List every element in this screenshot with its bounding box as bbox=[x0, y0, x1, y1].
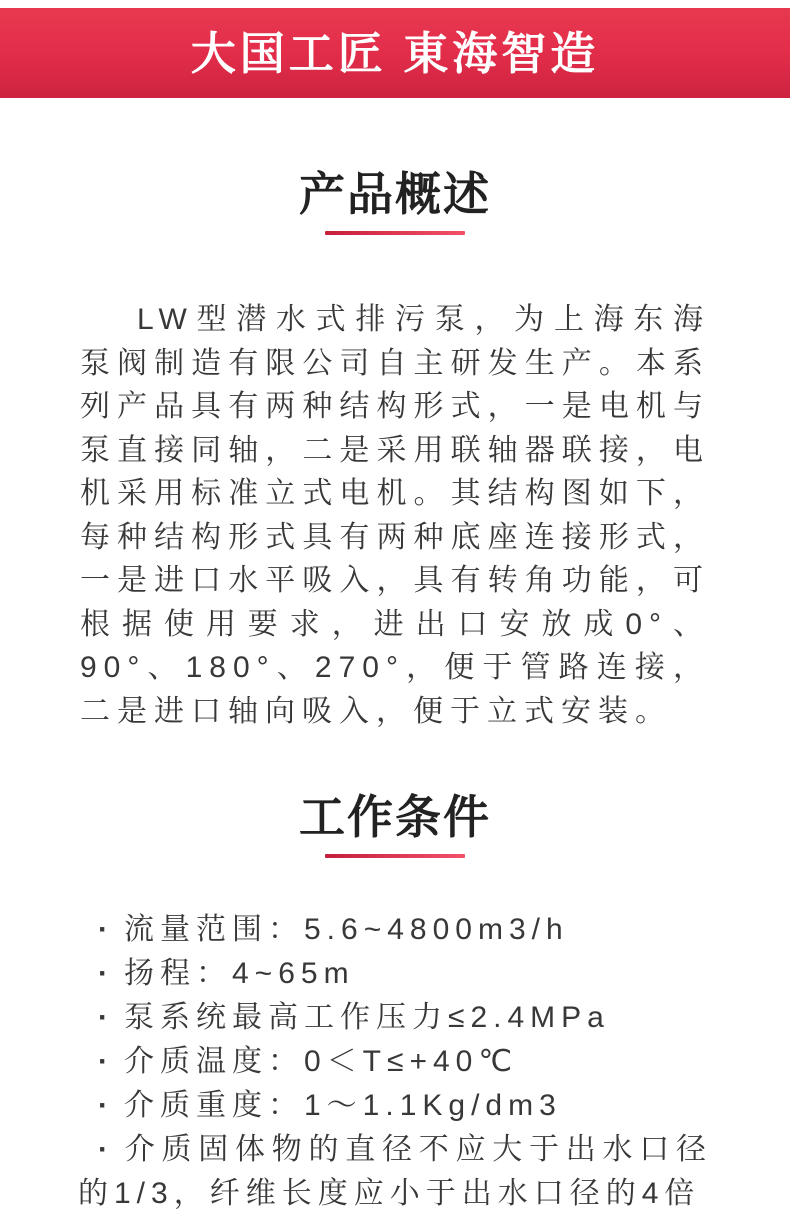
bullet-dot-icon: · bbox=[98, 1089, 114, 1122]
bullet-dot-icon: · bbox=[98, 1133, 114, 1166]
section-title-working-conditions: 工作条件 bbox=[299, 791, 491, 843]
spec-item-solid-size bbox=[78, 1128, 712, 1216]
section-product-overview bbox=[0, 170, 790, 733]
red-divider bbox=[325, 231, 465, 235]
spec-item-max-pressure bbox=[78, 996, 712, 1040]
spec-item-text: 流量范围：5.6~4800m3/h bbox=[124, 913, 569, 946]
bullet-dot-icon: · bbox=[98, 1001, 114, 1034]
red-divider bbox=[325, 854, 465, 858]
spec-item-text: 扬程：4~65m bbox=[124, 957, 355, 990]
spec-item-flow-range bbox=[78, 908, 712, 952]
bullet-dot-icon: · bbox=[98, 957, 114, 990]
spec-list bbox=[78, 908, 712, 1216]
section-title-overview: 产品概述 bbox=[299, 168, 491, 220]
bullet-dot-icon: · bbox=[98, 913, 114, 946]
spec-item-text: 泵系统最高工作压力≤2.4MPa bbox=[124, 1001, 610, 1034]
spec-item-medium-density bbox=[78, 1084, 712, 1128]
banner-title: 大国工匠 東海智造 bbox=[190, 27, 600, 79]
spec-item-text: 介质固体物的直径不应大于出水口径的1/3，纤维长度应小于出水口径的4倍 bbox=[78, 1133, 712, 1210]
bullet-dot-icon: · bbox=[98, 1045, 114, 1078]
section-working-conditions bbox=[0, 793, 790, 1216]
product-detail-page bbox=[0, 8, 790, 1223]
spec-item-medium-temperature bbox=[78, 1040, 712, 1084]
overview-paragraph: LW型潜水式排污泵，为上海东海泵阀制造有限公司自主研发生产。本系列产品具有两种结构形式，一是电机与泵直接同轴，二是采用联轴器联接，电机采用标准立式电机。其结构图如下，每种结构形式具有两种底座连接形式，一是进口水平吸入，具有转角功能，可根据使用要求，进出口安放成0°、90°、180°、270°，便于管路连接，二是进口轴向吸入，便于立式安装。 bbox=[80, 303, 710, 728]
spec-item-head bbox=[78, 952, 712, 996]
header-banner bbox=[0, 8, 790, 98]
spec-item-text: 介质重度：1～1.1Kg/dm3 bbox=[124, 1089, 562, 1122]
spec-item-text: 介质温度：0＜T≤+40℃ bbox=[124, 1045, 519, 1078]
